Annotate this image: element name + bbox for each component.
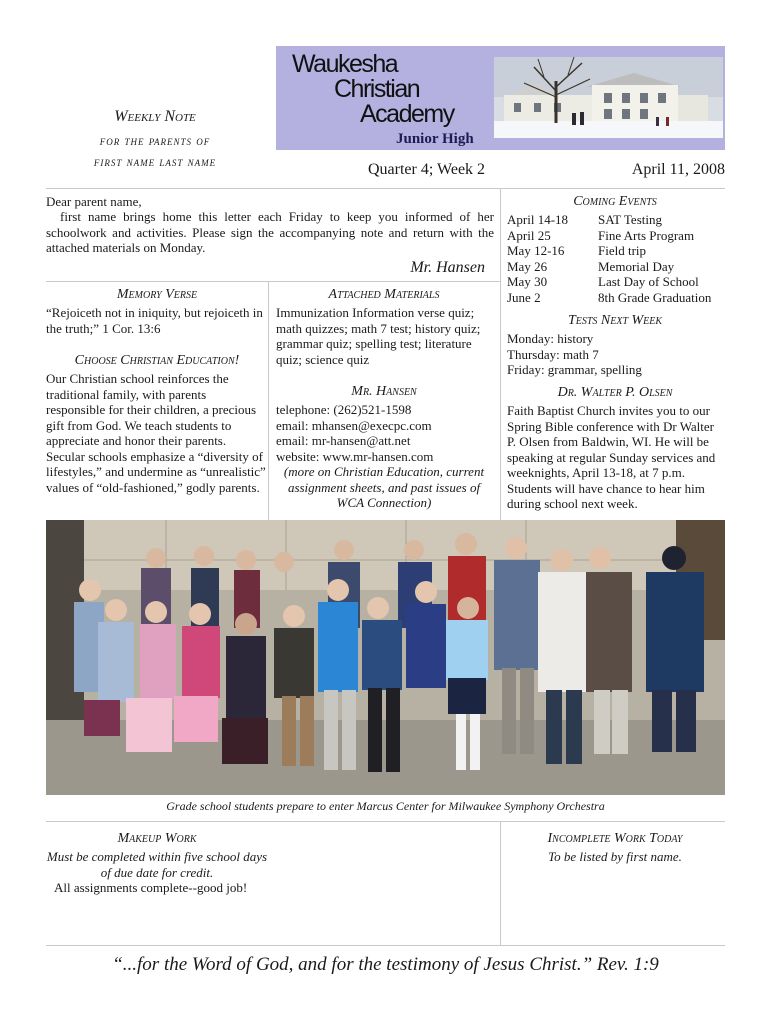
footer-divider — [46, 945, 725, 946]
email-primary[interactable]: email: mhansen@execpc.com — [276, 417, 432, 433]
choose-christian-text: Our Christian school reinforces the traditional family, with parents responsible for their children, a precious gift from God. We teach students to appreciate and honor their parents. Secular schools emphasize a “diversity of lifestyles,” and undermine as “unrealistic” values of “old-fashioned,” godly parents. — [46, 371, 266, 495]
dr-olsen-title: Dr. Walter P. Olsen — [557, 385, 673, 400]
event-row — [507, 290, 727, 306]
group-photo — [46, 520, 725, 795]
coming-events-title: Coming Events — [573, 194, 657, 209]
quarter-week: Quarter 4; Week 2 — [368, 161, 486, 178]
event-name: Memorial Day — [598, 258, 675, 274]
school-name — [292, 52, 492, 127]
mr-hansen-contact — [276, 402, 494, 464]
email-secondary[interactable]: email: mr-hansen@att.net — [276, 433, 411, 448]
event-date: May 30 — [507, 274, 548, 289]
right-column-divider — [500, 188, 501, 520]
letter-divider — [46, 281, 500, 282]
event-row — [507, 228, 727, 244]
event-date: April 14-18 — [507, 212, 569, 227]
bottom-section-divider — [46, 821, 725, 822]
school-name-line3: Academy — [360, 100, 454, 128]
telephone: telephone: (262)521-1598 — [276, 402, 412, 417]
tests-list — [507, 331, 727, 378]
event-row — [507, 274, 727, 290]
event-date: May 12-16 — [507, 243, 565, 258]
test-item: Friday: grammar, spelling — [507, 362, 642, 377]
makeup-work-note: Must be completed within five school days of due date for credit. — [46, 849, 268, 880]
letter-body: first name brings home this letter each Friday to keep you informed of her schoolwork and activities. Please sign the accompanying note and return with the attached materials on Monday. — [46, 209, 494, 255]
choose-christian-title: Choose Christian Education! — [74, 353, 240, 368]
event-name: Field trip — [598, 243, 647, 258]
tests-next-week-title: Tests Next Week — [567, 313, 663, 328]
event-date: June 2 — [507, 289, 541, 305]
test-item: Thursday: math 7 — [507, 346, 599, 362]
website-link[interactable]: website: www.mr-hansen.com — [276, 448, 434, 464]
weekly-note-title: Weekly Note — [114, 108, 196, 125]
event-date: May 26 — [507, 258, 548, 274]
middle-column-divider — [268, 281, 269, 520]
school-building-photo — [494, 57, 723, 138]
memory-verse-text: “Rejoiceth not in iniquity, but rejoiceth in the truth;” 1 Cor. 13:6 — [46, 305, 263, 336]
footer-verse: “...for the Word of God, and for the testimony of Jesus Christ.” Rev. 1:9 — [112, 954, 659, 975]
makeup-work-title: Makeup Work — [117, 831, 197, 846]
event-name: Fine Arts Program — [598, 227, 695, 243]
header-divider — [46, 188, 725, 189]
for-parents-label: for the parents of — [99, 133, 211, 148]
parent-name: first name last name — [93, 154, 217, 169]
test-item: Monday: history — [507, 331, 594, 346]
dr-olsen-text: Faith Baptist Church invites you to our Spring Bible conference with Dr Walter P. Olsen from Baldwin, WI. He will be speaking at regular Sunday services and weeknights, April 13-18, at 7 p.m. Students will have chance to hear him during school next week. — [507, 403, 716, 511]
makeup-work-status: All assignments complete--good job! — [54, 880, 248, 895]
letter-signature: Mr. Hansen — [410, 259, 485, 276]
division-label: Junior High — [396, 131, 474, 147]
attached-materials-title: Attached Materials — [328, 287, 440, 302]
incomplete-work-title: Incomplete Work Today — [547, 831, 683, 846]
mr-hansen-title: Mr. Hansen — [351, 384, 417, 399]
coming-events-list — [507, 212, 727, 305]
school-name-line1: Waukesha — [292, 50, 398, 78]
event-row — [507, 212, 727, 228]
letter-greeting: Dear parent name, — [46, 194, 142, 209]
memory-verse-title: Memory Verse — [116, 287, 198, 302]
attached-materials-text: Immunization Information verse quiz; math quizzes; math 7 test; history quiz; grammar quiz; spelling test; literature quiz; science quiz — [276, 305, 481, 367]
bottom-column-divider — [500, 821, 501, 945]
mr-hansen-note: (more on Christian Education, current assignment sheets, and past issues of WCA Connection) — [283, 464, 485, 510]
photo-caption: Grade school students prepare to enter Marcus Center for Milwaukee Symphony Orchestra — [166, 799, 605, 813]
event-row — [507, 243, 727, 259]
event-name: Last Day of School — [598, 274, 699, 289]
incomplete-work-note: To be listed by first name. — [548, 849, 682, 864]
event-name: 8th Grade Graduation — [598, 289, 712, 305]
school-name-line2: Christian — [334, 75, 420, 103]
issue-date: April 11, 2008 — [631, 161, 725, 178]
event-date: April 25 — [507, 227, 551, 243]
event-row — [507, 259, 727, 275]
event-name: SAT Testing — [598, 212, 662, 227]
